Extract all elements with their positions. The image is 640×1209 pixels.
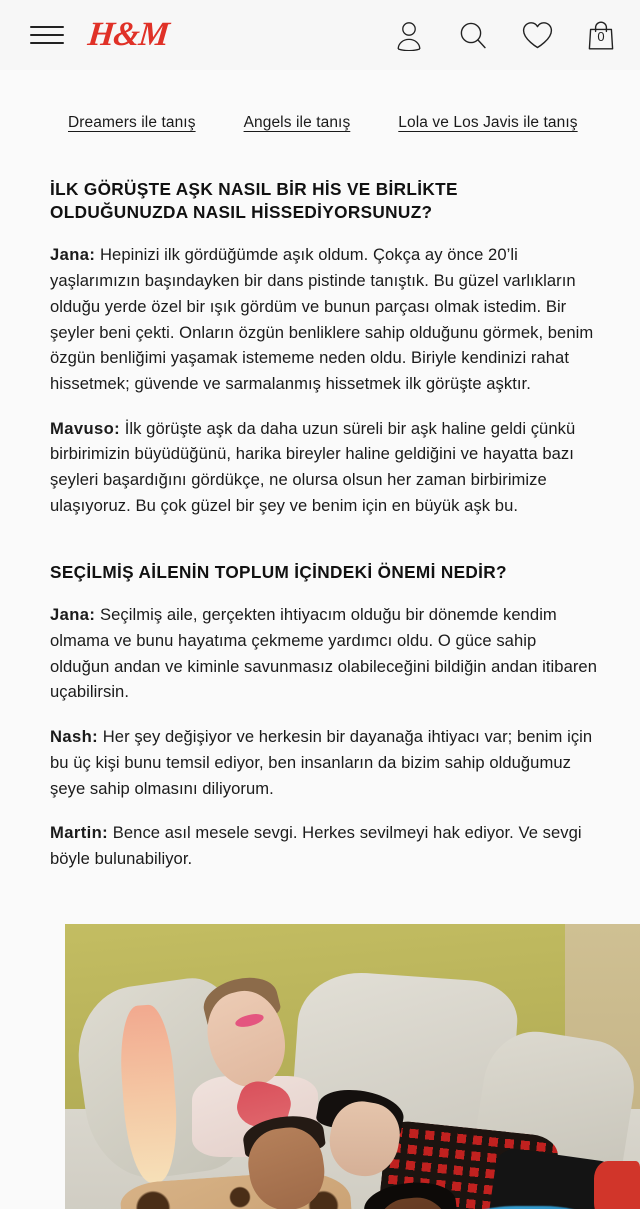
section-nav [0,70,640,132]
hamburger-bar [30,34,64,36]
hamburger-bar [30,26,64,28]
search-icon[interactable] [456,16,490,54]
speaker-name: Martin: [50,823,109,843]
answer-text: Seçilmiş aile, gerçekten ihtiyacım olduğu bir dönemde kendim olmama ve bunu hayatıma çekmeme yardımcı oldu. O güce sahip olduğun andan ve kiminle savunmasız olabileceğini bildiğin andan itibaren uçabilirsin. [50,605,597,702]
question-heading-2: SEÇİLMİŞ AİLENİN TOPLUM İÇİNDEKİ ÖNEMİ NEDİR? [50,561,507,582]
favorites-heart-icon[interactable] [520,16,554,54]
answer-text: Hepinizi ilk gördüğümde aşık oldum. Çokça ay önce 20’li yaşlarımızın başındayken bir dans pistinde tanıştık. Bu güzel varlıkların olduğu yerde özel bir ışık gördüm ve bunun parçası olmak istedim. Bir şeyler beni çekti. Onların özgün benliklere sahip olduğunu görmek, benim özgün benliğimi yaşamak istememe neden oldu. Biriyle kendinizi rahat hissetmek; güvende ve sarmalanmış hissetmek ilk görüşte aşktır. [50,245,594,393]
question-heading-1: İLK GÖRÜŞTE AŞK NASIL BİR HİS VE BİRLİKTE OLDUĞUNUZDA NASIL HİSSEDİYORSUNUZ? [50,179,458,222]
answer-paragraph [50,820,598,871]
shopping-bag-icon[interactable] [584,16,618,54]
bag-item-count: 0 [597,29,605,44]
speaker-name: Jana: [50,605,96,625]
hero-photo-canvas [65,924,640,1209]
answer-text: İlk görüşte aşk da daha uzun süreli bir aşk haline geldi çünkü birbirimizin büyüdüğünü, harika bireyler haline geldiğini ve hayatta bazı şeyleri başardığını gördükçe, ne olursa olsun her zaman birbirimize ulaşıyoruz. Bu çok güzel bir şey ve benim için en büyük aşk bu. [50,418,576,515]
answer-paragraph [50,724,598,801]
hamburger-menu-icon[interactable] [30,23,64,47]
hm-logo[interactable]: H&M [86,16,171,53]
section-nav-link-lola[interactable]: Lola ve Los Javis ile tanış [398,114,578,131]
speaker-name: Mavuso: [50,418,121,438]
answer-text: Her şey değişiyor ve herkesin bir dayanağa ihtiyacı var; benim için bu üç kişi bunu temsil ediyor, ben insanların da bizim sahip olduğumuz şeye sahip olmasını diliyorum. [50,727,593,798]
article-body [0,178,640,872]
answer-paragraph [50,416,598,519]
section-nav-link-angels[interactable]: Angels ile tanış [243,114,351,131]
header-left-group [30,16,171,53]
speaker-name: Jana: [50,245,96,265]
answer-text: Bence asıl mesele sevgi. Herkes sevilmeyi hak ediyor. Ve sevgi böyle bulunabiliyor. [50,823,582,869]
section-nav-link-dreamers[interactable]: Dreamers ile tanış [68,114,196,131]
photo-red-cushion [594,1161,640,1209]
answer-paragraph [50,242,598,396]
account-icon[interactable] [392,16,426,54]
hamburger-bar [30,42,64,44]
answer-paragraph [50,602,598,705]
content-wrapper [0,70,640,1209]
hero-image [65,924,640,1209]
header-icon-group [392,16,618,54]
site-header [0,0,640,70]
speaker-name: Nash: [50,727,99,747]
